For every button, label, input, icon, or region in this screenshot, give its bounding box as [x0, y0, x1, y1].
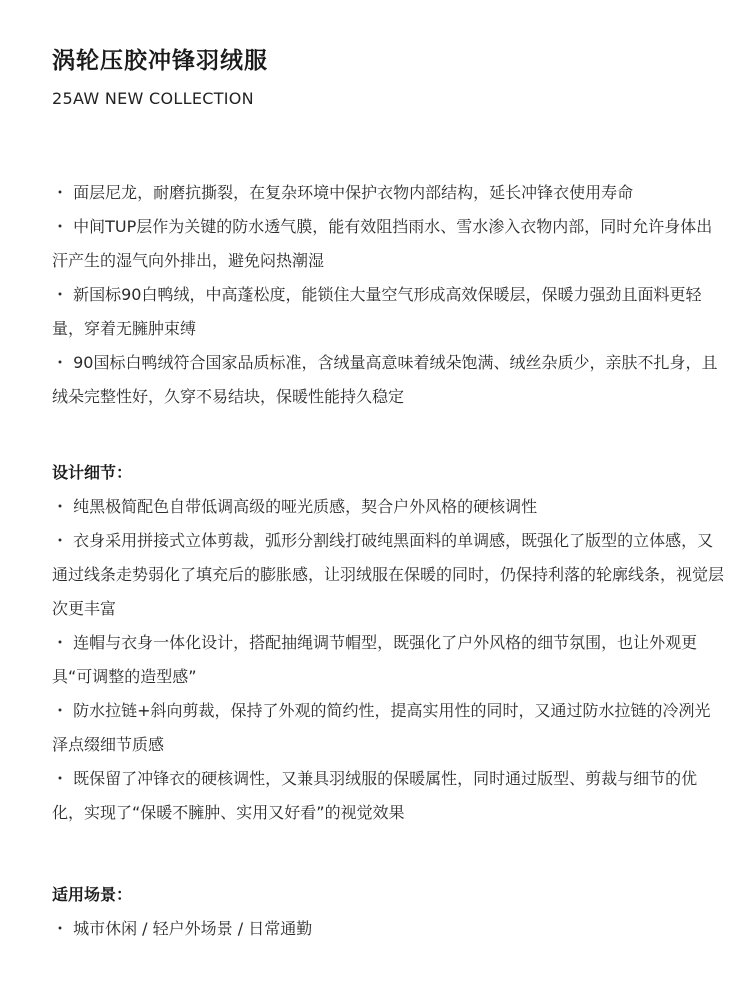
design-item-summary: ・ 既保留了冲锋衣的硬核调性，又兼具羽绒服的保暖属性，同时通过版型、剪裁与细节的优化，实现了“保暖不臃肿、实用又好看”的视觉效果: [52, 769, 698, 822]
feature-item-down-standard: ・ 90国标白鸭绒符合国家品质标准，含绒量高意味着绒朵饱满、绒丝杂质少，亲肤不扎身，且绒朵完整性好，久穿不易结块，保暖性能持久稳定: [52, 353, 718, 406]
page-title: 涡轮压胶冲锋羽绒服: [52, 48, 268, 74]
usage-scenes-item: ・ 城市休闲 / 轻户外场景 / 日常通勤: [52, 919, 313, 938]
feature-item-duck-down: ・ 新国标90白鸭绒，中高蓬松度，能锁住大量空气形成高效保暖层，保暖力强劲且面料更轻量，穿着无臃肿束缚: [52, 285, 702, 338]
usage-scenes-section: [52, 878, 724, 946]
feature-list: [52, 176, 724, 414]
design-item-zipper: ・ 防水拉链+斜向剪裁，保持了外观的简约性，提高实用性的同时，又通过防水拉链的冷冽光泽点缀细节质感: [52, 701, 711, 754]
feature-item-nylon: ・ 面层尼龙，耐磨抗撕裂，在复杂环境中保护衣物内部结构，延长冲锋衣使用寿命: [52, 183, 634, 202]
feature-item-tup-membrane: ・ 中间TUP层作为关键的防水透气膜，能有效阻挡雨水、雪水渗入衣物内部，同时允许身体出汗产生的湿气向外排出，避免闷热潮湿: [52, 217, 713, 270]
design-details-heading: 设计细节：: [52, 463, 133, 482]
collection-subtitle: 25AW NEW COLLECTION: [52, 89, 254, 108]
usage-scenes-heading: 适用场景：: [52, 885, 133, 904]
design-item-color: ・ 纯黑极简配色自带低调高级的哑光质感，契合户外风格的硬核调性: [52, 497, 538, 516]
design-item-cut: ・ 衣身采用拼接式立体剪裁，弧形分割线打破纯黑面料的单调感，既强化了版型的立体感，又通过线条走势弱化了填充后的膨胀感，让羽绒服在保暖的同时，仍保持利落的轮廓线条，视觉层次更丰富: [52, 531, 725, 618]
design-item-hood: ・ 连帽与衣身一体化设计，搭配抽绳调节帽型，既强化了户外风格的细节氛围，也让外观更具“可调整的造型感”: [52, 633, 698, 686]
design-details-section: [52, 456, 724, 830]
